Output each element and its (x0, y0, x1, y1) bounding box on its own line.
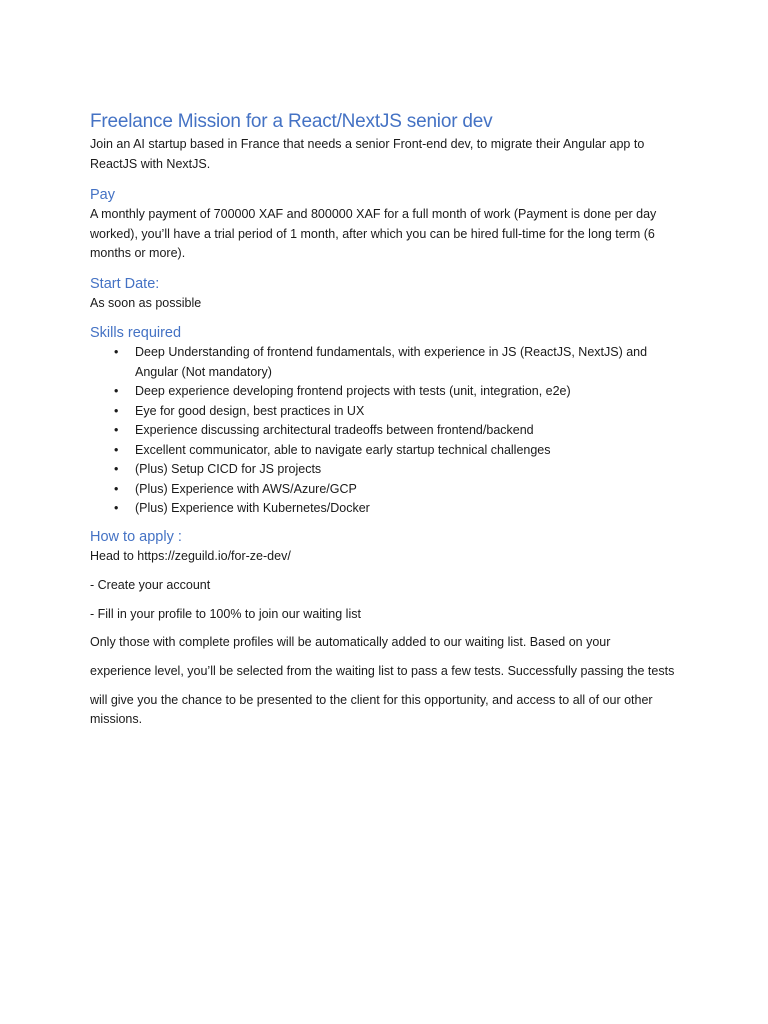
skill-text: (Plus) Experience with Kubernetes/Docker (135, 501, 370, 515)
document-content (90, 109, 690, 730)
skill-text: (Plus) Setup CICD for JS projects (135, 462, 322, 476)
apply-step-create-account: - Create your account (90, 577, 211, 592)
skill-text: Experience discussing architectural tradeoffs between frontend/backend (135, 423, 534, 437)
skills-list-item (90, 441, 690, 461)
bullet-icon: • (114, 442, 119, 457)
bullet-icon: • (114, 345, 119, 359)
bullet-icon: • (114, 501, 119, 515)
skill-text: Eye for good design, best practices in UX (135, 403, 365, 418)
skills-list-item (90, 382, 690, 402)
start-date-paragraph: As soon as possible (90, 295, 202, 310)
start-date-heading: Start Date: (90, 275, 160, 292)
intro-paragraph: Join an AI startup based in France that needs a senior Front-end dev, to migrate their Angular app to ReactJS with NextJS. (90, 137, 645, 171)
how-to-apply-heading: How to apply : (90, 528, 182, 545)
apply-details-line: will give you the chance to be presented to the client for this opportunity, and access to all of our other (90, 693, 653, 707)
document-title: Freelance Mission for a React/NextJS senior dev (90, 111, 493, 132)
skills-list-item (90, 421, 690, 441)
skill-text: Deep Understanding of frontend fundamentals, with experience in JS (ReactJS, NextJS) and Angular (Not mandatory) (135, 345, 648, 379)
skills-list (90, 343, 690, 519)
pay-paragraph: A monthly payment of 700000 XAF and 800000 XAF for a full month of work (Payment is done per day worked), you’ll have a trial period of 1 month, after which you can be hired full-time for the long term (6 months or more). (90, 207, 657, 260)
bullet-icon: • (114, 384, 119, 398)
skill-text: (Plus) Experience with AWS/Azure/GCP (135, 481, 357, 496)
apply-step-fill-profile: - Fill in your profile to 100% to join our waiting list (90, 606, 361, 621)
apply-details-line: missions. (90, 712, 143, 726)
skills-list-item (90, 460, 690, 480)
skills-list-item (90, 480, 690, 500)
apply-url-line: Head to https://zeguild.io/for-ze-dev/ (90, 548, 291, 563)
pay-heading: Pay (90, 187, 115, 203)
skills-list-item (90, 499, 690, 519)
apply-details-paragraph (90, 628, 690, 730)
bullet-icon: • (114, 481, 119, 496)
skills-list-item (90, 402, 690, 422)
bullet-icon: • (114, 403, 119, 418)
skill-text: Excellent communicator, able to navigate early startup technical challenges (135, 442, 551, 457)
skills-list-item (90, 343, 690, 382)
skills-heading: Skills required (90, 325, 182, 341)
apply-details-line: experience level, you’ll be selected from the waiting list to pass a few tests. Successfully passing the tests (90, 664, 675, 678)
bullet-icon: • (114, 423, 119, 437)
bullet-icon: • (114, 462, 119, 476)
apply-details-line: Only those with complete profiles will be automatically added to our waiting list. Based on your (90, 635, 611, 649)
skill-text: Deep experience developing frontend projects with tests (unit, integration, e2e) (135, 384, 571, 398)
